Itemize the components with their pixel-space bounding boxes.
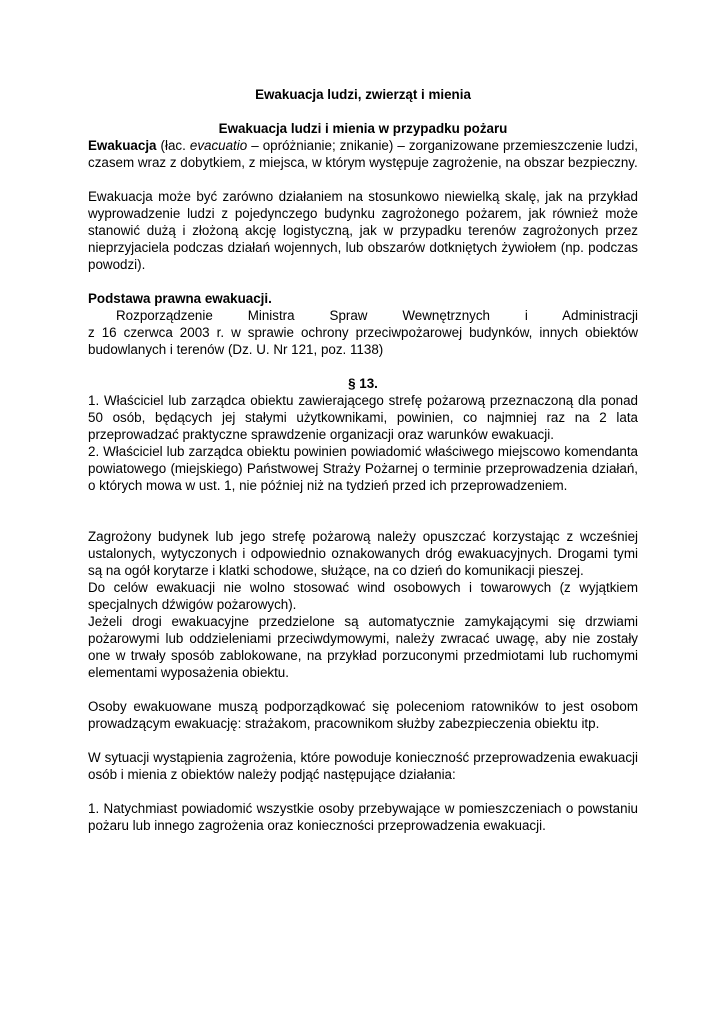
doors-paragraph: Jeżeli drogi ewakuacyjne przedzielone są automatycznie zamykającymi się drzwiami pożarowymi lub oddzieleniami przeciwdymowymi, należy zwracać uwagę, aby nie zostały one w trwały sposób zablokowane, na przykład porzuconymi przedmiotami lub ruchomymi elementami wyposażenia obiektu. <box>88 614 638 680</box>
section-point-2: 2. Właściciel lub zarządca obiektu powinien powiadomić właściwego miejscowo komendanta powiatowego (miejskiego) Państwowej Straży Pożarnej o terminie przeprowadzenia działań, o których mowa w ust. 1, nie później niż na tydzień przed ich przeprowadzeniem. <box>88 444 638 493</box>
step-1-paragraph: 1. Natychmiast powiadomić wszystkie osoby przebywające w pomieszczeniach o powstaniu pożaru lub innego zagrożenia oraz konieczności przeprowadzenia ewakuacji. <box>88 801 638 833</box>
obey-paragraph: Osoby ewakuowane muszą podporządkować się poleceniom ratowników to jest osobom prowadzącym ewakuację: strażakom, pracownikom służby zabezpieczenia obiektu itp. <box>88 699 638 731</box>
legal-heading: Podstawa prawna ewakuacji. <box>88 291 272 306</box>
legal-rest: z 16 czerwca 2003 r. w sprawie ochrony przeciwpożarowej budynków, innych obiektów budowlanych i terenów (Dz. U. Nr 121, poz. 1138) <box>88 325 638 357</box>
section-point-1: 1. Właściciel lub zarządca obiektu zawierającego strefę pożarową przeznaczoną dla ponad 50 osób, będących jej stałymi użytkownikami, powinien, co najmniej raz na 2 lata przeprowadzać praktyczne sprawdzenie organizacji oraz warunków ewakuacji. <box>88 393 638 442</box>
leave-building-paragraph: Zagrożony budynek lub jego strefę pożarową należy opuszczać korzystając z wcześniej ustalonych, wytyczonych i odpowiednio oznakowanych dróg ewakuacyjnych. Drogami tymi są na ogół korytarze i klatki schodowe, służące, na co dzień do komunikacji pieszej. <box>88 529 638 578</box>
situation-paragraph: W sytuacji wystąpienia zagrożenia, które powoduje konieczność przeprowadzenia ewakuacji osób i mienia z obiektów należy podjąć następujące działania: <box>88 750 638 782</box>
legal-line-1: Rozporządzenie Ministra Spraw Wewnętrznych i Administracji <box>116 308 638 323</box>
document-title: Ewakuacja ludzi, zwierząt i mienia <box>255 87 471 102</box>
document-page <box>88 86 638 834</box>
section-mark: § 13. <box>348 376 378 391</box>
definition-paragraph <box>88 137 638 171</box>
definition-lead: (łac. <box>156 138 190 153</box>
scale-paragraph: Ewakuacja może być zarówno działaniem na stosunkowo niewielką skalę, jak na przykład wyprowadzenie ludzi z pojedynczego budynku zagrożonego pożarem, jak również może stanowić dużą i złożoną akcję logistyczną, jak w przypadku terenów zagrożonych przez nieprzyjaciela podczas działań wojennych, lub obszarów dotkniętych żywiołem (np. podczas powodzi). <box>88 189 638 272</box>
lifts-paragraph: Do celów ewakuacji nie wolno stosować wind osobowych i towarowych (z wyjątkiem specjalnych dźwigów pożarowych). <box>88 580 638 612</box>
definition-term: Ewakuacja <box>88 138 157 153</box>
definition-latin: evacuatio <box>189 138 248 153</box>
section-subtitle: Ewakuacja ludzi i mienia w przypadku pożaru <box>218 121 508 136</box>
definition-rest: – opróżnianie; znikanie) – zorganizowane przemieszczenie ludzi, czasem wraz z dobytkiem, z miejsca, w którym występuje zagrożenie, na obszar bezpieczny. <box>88 138 638 170</box>
